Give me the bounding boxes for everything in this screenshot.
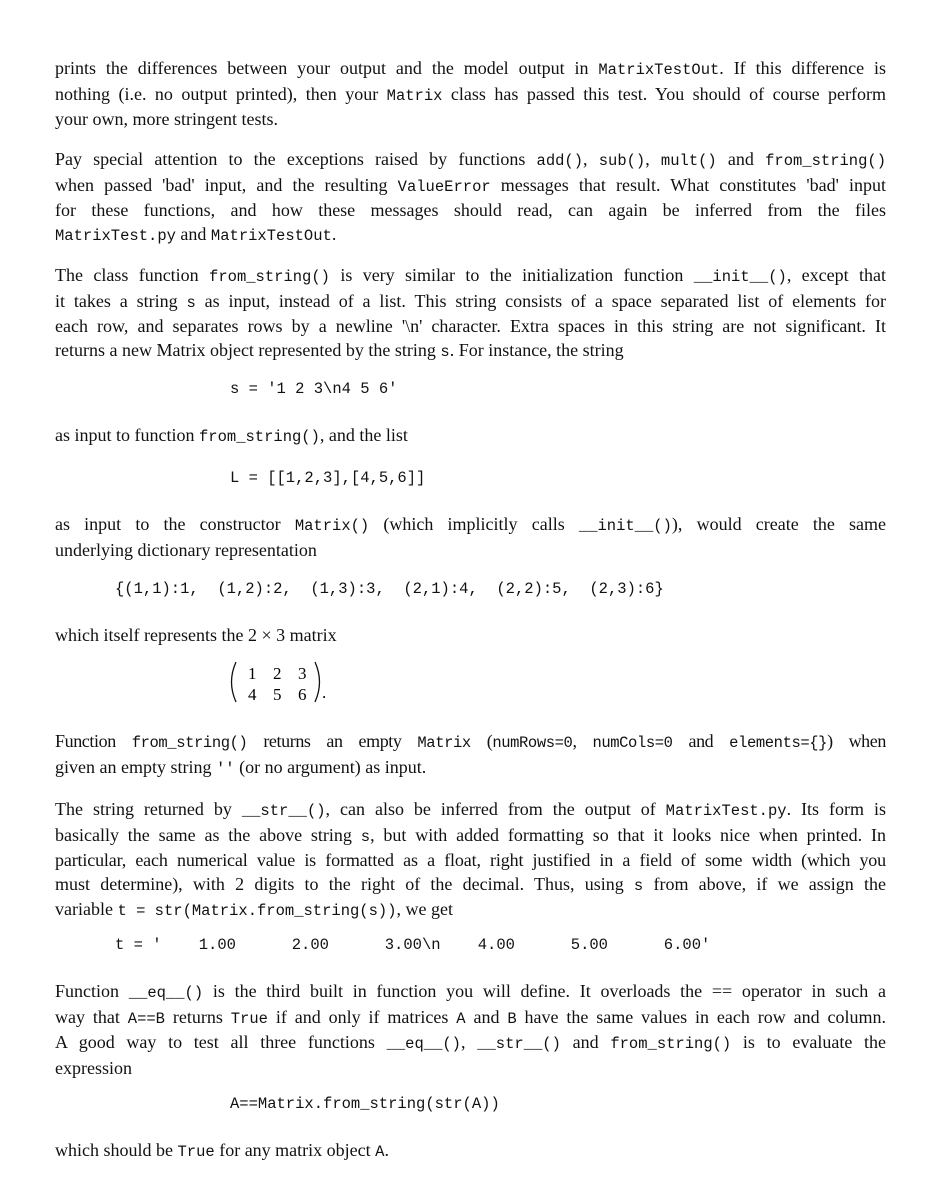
text: The string returned by <box>55 799 242 819</box>
text: returns an empty <box>247 731 418 751</box>
inline-code: __str__() <box>241 802 326 820</box>
inline-code: __init__() <box>578 517 672 535</box>
text: and <box>716 149 766 169</box>
text: have the same values in each row and column. <box>516 1006 887 1027</box>
code-example-expression: A==Matrix.from_string(str(A)) <box>230 1095 500 1113</box>
text: . <box>384 1140 389 1160</box>
text: Function <box>55 731 132 751</box>
inline-code: MatrixTestOut <box>598 61 720 79</box>
text: as input to the constructor <box>55 514 295 534</box>
text: returns <box>164 1006 231 1027</box>
text-line <box>55 264 886 290</box>
inline-code: A <box>375 1143 385 1161</box>
text-line <box>55 756 886 782</box>
text: , <box>572 731 593 751</box>
inline-code: sub() <box>598 152 646 170</box>
paragraph-test-output <box>55 57 886 132</box>
text-line <box>55 290 886 316</box>
paragraph-eq-function <box>55 980 886 1080</box>
inline-code: from_string() <box>610 1035 732 1053</box>
paragraph-from-string <box>55 264 886 364</box>
inline-code: s <box>186 293 196 312</box>
text-line <box>55 513 886 539</box>
inline-code: Matrix() <box>294 517 370 535</box>
text: , can also be inferred from the output of <box>325 799 666 819</box>
text-line <box>55 1006 886 1032</box>
text: class has passed this test. You should of course perform <box>442 83 886 104</box>
paragraph-exceptions <box>55 148 886 248</box>
text: A good way to test all three functions <box>55 1032 387 1052</box>
matrix-cell: 6 <box>298 685 307 704</box>
text: ) when <box>827 731 886 751</box>
text: is the third built in function you will define. It overloads the == operator in such a <box>203 981 886 1001</box>
inline-code: s <box>360 827 371 846</box>
inline-code: True <box>177 1143 215 1161</box>
text: (which implicitly calls <box>369 514 579 534</box>
inline-code: True <box>230 1009 268 1028</box>
text-line <box>55 148 886 174</box>
text: ( <box>470 731 493 751</box>
text: which should be <box>55 1140 178 1160</box>
inline-code: add() <box>536 152 584 170</box>
text-line <box>55 424 886 450</box>
text-line: underlying dictionary representation <box>55 539 317 560</box>
inline-code: __init__() <box>693 268 787 286</box>
matrix-display <box>226 660 336 704</box>
inline-code: ValueError <box>397 177 491 196</box>
text: and <box>465 1006 508 1027</box>
text: (or no argument) as input. <box>234 756 427 777</box>
inline-code: numRows=0 <box>492 734 573 752</box>
inline-code: numCols=0 <box>592 734 673 752</box>
inline-code: '' <box>215 759 235 778</box>
inline-code: MatrixTest.py <box>55 226 176 245</box>
inline-code: s <box>440 342 450 361</box>
inline-code: t = str(Matrix.from_string(s)) <box>117 902 397 920</box>
text-line <box>55 339 886 365</box>
inline-code: from_string() <box>198 428 320 446</box>
inline-code: __eq__() <box>128 984 204 1002</box>
text: , <box>645 149 661 169</box>
code-example-formatted: t = ' 1.00 2.00 3.00\n 4.00 5.00 6.00' <box>115 936 711 954</box>
text: it takes a string <box>55 290 187 311</box>
matrix-cell: 3 <box>298 664 307 683</box>
text: . If this difference is <box>719 58 886 78</box>
inline-code: from_string() <box>131 734 248 752</box>
text: . <box>331 223 337 244</box>
text: nothing (i.e. no output printed), then your <box>55 83 387 104</box>
text: is to evaluate the <box>731 1032 886 1052</box>
text: given an empty string <box>55 756 216 777</box>
text: Function <box>55 981 129 1001</box>
text-line <box>55 174 886 200</box>
text-line: expression <box>55 1057 132 1078</box>
text: way that <box>55 1006 128 1027</box>
text: is very similar to the initialization function <box>329 265 694 285</box>
text-line: your own, more stringent tests. <box>55 109 278 129</box>
inline-code: __eq__() <box>386 1035 461 1053</box>
text: . For instance, the string <box>449 339 624 360</box>
text: variable <box>55 899 118 919</box>
text-line <box>55 798 886 824</box>
text: , we get <box>396 899 453 919</box>
left-paren <box>232 662 237 702</box>
text-line <box>55 898 886 924</box>
text-line: for these functions, and how these messages should read, can again be inferred from the files <box>55 200 886 220</box>
text: basically the same as the above string <box>55 824 361 845</box>
paragraph-matrix-intro <box>55 624 886 648</box>
inline-code: A==B <box>127 1009 165 1028</box>
matrix-period: . <box>322 683 327 702</box>
text: for any matrix object <box>214 1140 376 1160</box>
text: Pay special attention to the exceptions raised by functions <box>55 149 537 169</box>
matrix-cell: 1 <box>248 664 257 683</box>
text: prints the differences between your output and the model output in <box>55 58 599 78</box>
matrix-cell: 4 <box>248 685 257 704</box>
paragraph-conclusion <box>55 1139 886 1165</box>
text: , <box>583 149 599 169</box>
text-line <box>55 824 886 850</box>
text-line: each row, and separates rows by a newline '\n' character. Extra spaces in this string are not significant. It <box>55 316 886 336</box>
text: , and the list <box>319 425 408 445</box>
matrix-svg <box>226 660 336 704</box>
inline-code: s <box>633 876 644 895</box>
text: and <box>175 223 211 244</box>
text-line <box>55 980 886 1006</box>
inline-code: Matrix <box>386 86 443 105</box>
text-line <box>55 730 886 756</box>
text: , <box>460 1032 478 1052</box>
text-line <box>55 873 886 899</box>
text: as input to function <box>55 425 199 445</box>
text-line: which itself represents the 2 × 3 matrix <box>55 625 337 645</box>
code-example-dict: {(1,1):1, (1,2):2, (1,3):3, (2,1):4, (2,2):5, (2,3):6} <box>115 580 664 598</box>
text: The class function <box>55 265 210 285</box>
inline-code: elements={} <box>729 734 828 752</box>
text: must determine), with 2 digits to the right of the decimal. Thus, using <box>55 873 634 894</box>
text-line <box>55 1031 886 1057</box>
paragraph-empty-matrix <box>55 730 886 781</box>
inline-code: Matrix <box>417 734 471 752</box>
text: and <box>560 1032 611 1052</box>
inline-code: B <box>507 1009 517 1028</box>
inline-code: A <box>456 1009 466 1028</box>
text-line <box>55 223 886 249</box>
text: as input, instead of a list. This string consists of a space separated list of elements for <box>195 290 886 311</box>
text: from above, if we assign the <box>643 873 886 894</box>
text: ), would create the same <box>671 514 887 534</box>
matrix-cell: 5 <box>273 685 282 704</box>
text: and <box>672 731 730 751</box>
text-line <box>55 57 886 83</box>
inline-code: __str__() <box>477 1035 561 1053</box>
inline-code: MatrixTest.py <box>665 802 787 820</box>
paragraph-input-list <box>55 424 886 450</box>
code-example-list: L = [[1,2,3],[4,5,6]] <box>230 469 426 487</box>
paragraph-str-function <box>55 798 886 924</box>
right-paren <box>315 662 320 702</box>
inline-code: MatrixTestOut <box>210 226 332 245</box>
inline-code: from_string() <box>765 152 887 170</box>
text: when passed 'bad' input, and the resulting <box>55 174 398 195</box>
text: . Its form is <box>786 799 886 819</box>
text-line <box>55 1139 886 1165</box>
code-example-string: s = '1 2 3\n4 5 6' <box>230 380 398 398</box>
paragraph-constructor <box>55 513 886 562</box>
text: messages that result. What constitutes 'bad' input <box>490 174 886 195</box>
inline-code: from_string() <box>209 268 330 286</box>
matrix-cell: 2 <box>273 664 282 683</box>
text-line <box>55 83 886 109</box>
text-line: particular, each numerical value is formatted as a float, right justified in a field of some width (which you <box>55 850 886 870</box>
text: , but with added formatting so that it looks nice when printed. In <box>370 824 886 845</box>
inline-code: mult() <box>660 152 717 170</box>
text: , except that <box>786 265 886 285</box>
text: if and only if matrices <box>267 1006 457 1027</box>
text: returns a new Matrix object represented by the string <box>55 339 441 360</box>
